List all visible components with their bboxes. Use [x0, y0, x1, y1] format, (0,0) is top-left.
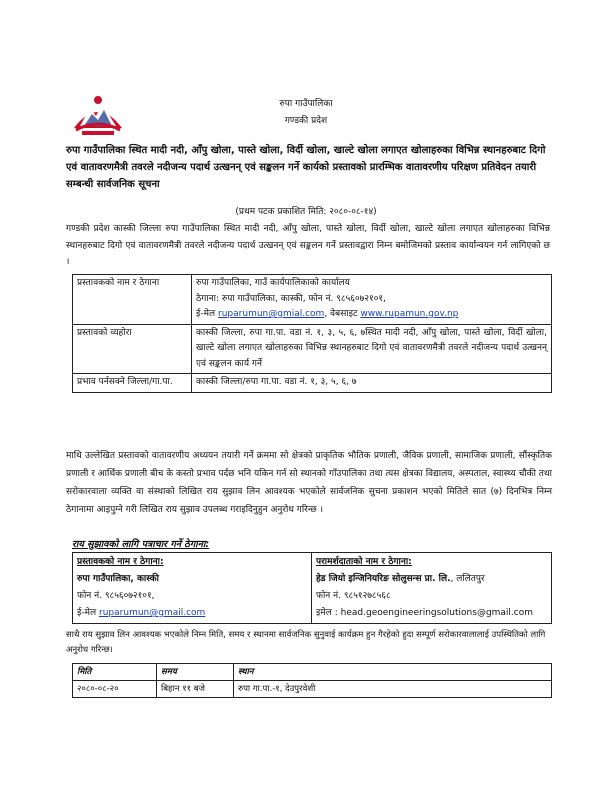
proposal-info-table: [72, 274, 552, 393]
proposer-email-link[interactable]: ruparumun@gmial.com: [218, 309, 325, 319]
email-prefix: ई-मेल: [196, 309, 216, 319]
proposer-label: प्रस्तावकको नाम र ठेगाना: [73, 275, 192, 325]
proposer-address: ठेगाना: रुपा गाउँपालिका, कास्की, फोन नं. ९८५६०७२१०१,: [196, 293, 386, 304]
consultant-name: हेड जियो इन्जिनियरिङ सोलुसन्स प्रा. लि.: [316, 574, 451, 584]
consultant-heading: परामर्शदाताको नाम र ठेगाना:: [316, 557, 412, 567]
proposer-contact-email-row: [77, 605, 307, 622]
proposal-description: कास्की जिल्ला, रुपा गा.पा. वडा नं. १, ३, ५, ६, ७स्थित मादी नदी, आँपु खोला, पास्ते खोला, विर्दी खोला, खाल्टे खोला लगाएत खोलाहरुका विभिन्न स्थानहरुबाट दिगो एवं वातावरणमैत्री तवरले नदीजन्य पदार्थ उत्खनन् एवं सङ्कलन कार्य गर्ने: [192, 324, 552, 374]
office-name: रुपा गाउँपालिका: [279, 99, 333, 109]
date-header: मिति: [73, 664, 157, 681]
publication-date: (प्रथम पटक प्रकाशित मिति: २०८०-०८-१४): [235, 207, 377, 217]
consultant-city: , ललितपुर: [450, 574, 485, 584]
consultant-contact-cell: [312, 553, 552, 624]
request-paragraph: माथि उल्लेखित प्रस्तावको वातावरणीय अध्ययन तयारी गर्ने क्रममा सो क्षेत्रको प्राकृतिक भौतिक प्रणाली, जैविक प्रणाली, सामाजिक प्रणाली, सौंस्कृतिक प्रणाली र आर्थिक प्रणाली बीच के कस्तो प्रभाव पर्दछ भनि यकिन गर्न सो स्थानको गाँउपालिका तथा त्यस क्षेत्रका विद्यालय, अस्पताल, स्वास्थ्य चौकी तथा सरोकारवाला व्यक्ति वा संस्थाको लिखित राय सुझाव लिन आवश्यक भएकोले सार्वजनिक सुचना प्रकाशन भएको मितिले सात (७) दिनभित्र निम्न ठेगानामा आइपुग्ने गरी लिखित राय सुझाव उपलब्ध गराइदिनुहुन अनुरोध गरिन्छ ।: [66, 451, 552, 515]
hearing-paragraph: साथै राय सुझाव लिन आवश्यक भएकोले निम्न मिति, समय र स्थानमा सार्वजनिक सुनुवाई कार्यक्रम हुन गैरहेको हुदा सम्पूर्ण सरोकारवालालाई उपस्थितिको लागि अनुरोध गरिन्छ।: [66, 630, 546, 655]
consultant-email-row: [316, 605, 547, 622]
proposer-contact-phone: फोन नं. ९८५६०७२१०१,: [77, 591, 155, 601]
table-row: [73, 324, 552, 374]
venue-header: स्थान: [234, 664, 552, 681]
time-header: समय: [157, 664, 234, 681]
table-row: [73, 681, 552, 698]
proposer-contact-cell: [73, 553, 312, 624]
table-row: [73, 553, 552, 624]
province-name: गण्डकी प्रदेश: [284, 116, 328, 126]
hearing-schedule-table: [72, 663, 552, 698]
proposer-contact: [196, 307, 547, 323]
correspondence-table: [72, 552, 552, 624]
table-row: [73, 374, 552, 393]
correspondence-heading: राय सुझावको लागि पत्राचार गर्ने ठेगाना:: [72, 539, 210, 550]
proposer-office: रुपा गाउँपालिका, गाउँ कार्यपालिकाको कार्यालय: [196, 278, 350, 288]
website-prefix: , वेबसाइट: [324, 309, 358, 319]
proposer-details: [192, 275, 552, 325]
consultant-phone: फोन नं. ९८५१२७८५६८: [316, 591, 391, 601]
proposer-contact-heading: प्रस्तावकको नाम र ठेगाना:: [77, 557, 164, 567]
consultant-email[interactable]: head.geoengineeringsolutions@gmail.com: [340, 608, 534, 618]
email-prefix: इमेल :: [316, 608, 338, 618]
table-header-row: [73, 664, 552, 681]
website-link[interactable]: www.rupamun.gov.np: [360, 309, 459, 319]
proposer-contact-email-link[interactable]: ruparumun@gmail.com: [99, 608, 206, 618]
proposal-description-label: प्रस्तावको व्यहोरा: [73, 324, 192, 374]
intro-paragraph: गण्डकी प्रदेश कास्की जिल्ला रुपा गाउँपालिका स्थित मादी नदी, आँपु खोला, पास्ते खोला, विर्दी खोला, खाल्टे खोला लगाएत खोलाहरुका विभिन्न स्थानहरुबाट दिगो एवं वातावरणमैत्री तवरले नदीजन्य पदार्थ उत्खनन् एवं सङ्कलन गर्ने प्रस्तावद्वारा निम्न बमोजिमको प्रस्ताव कार्यान्वयन गर्न लागिएको छ ।: [66, 224, 550, 267]
hearing-venue: रुपा गा.पा.-१, देउपुरवेशी: [234, 681, 552, 698]
consultant-name-row: [316, 571, 547, 588]
notice-title: रुपा गाउँपालिका स्थित मादी नदी, आँपु खोला, पास्ते खोला, विर्दी खोला, खाल्टे खोला लगाएत खोलाहरुका विभिन्न स्थानहरुबाट दिगो एवं वातावरणमैत्री तवरले नदीजन्य पदार्थ उत्खनन् एवं सङ्कलन गर्ने कार्यको प्रस्तावको प्रारम्भिक वातावरणीय परिक्षण प्रतिवेदन तयारी सम्बन्धी सार्वजनिक सूचना: [66, 145, 546, 190]
table-row: [73, 275, 552, 325]
proposer-contact-name: रुपा गाउँपालिका, कास्की: [77, 574, 159, 584]
hearing-date: २०८०-०८-२०: [73, 681, 157, 698]
affected-area: कास्की जिल्ला/रुपा गा.पा. वडा नं. १, ३, ५, ६, ७: [192, 374, 552, 393]
email-prefix: ई-मेल: [77, 608, 97, 618]
affected-area-label: प्रभाव पर्नसक्ने जिल्ला/गा.पा.: [73, 374, 192, 393]
hearing-time: बिहान ११ बजे: [157, 681, 234, 698]
